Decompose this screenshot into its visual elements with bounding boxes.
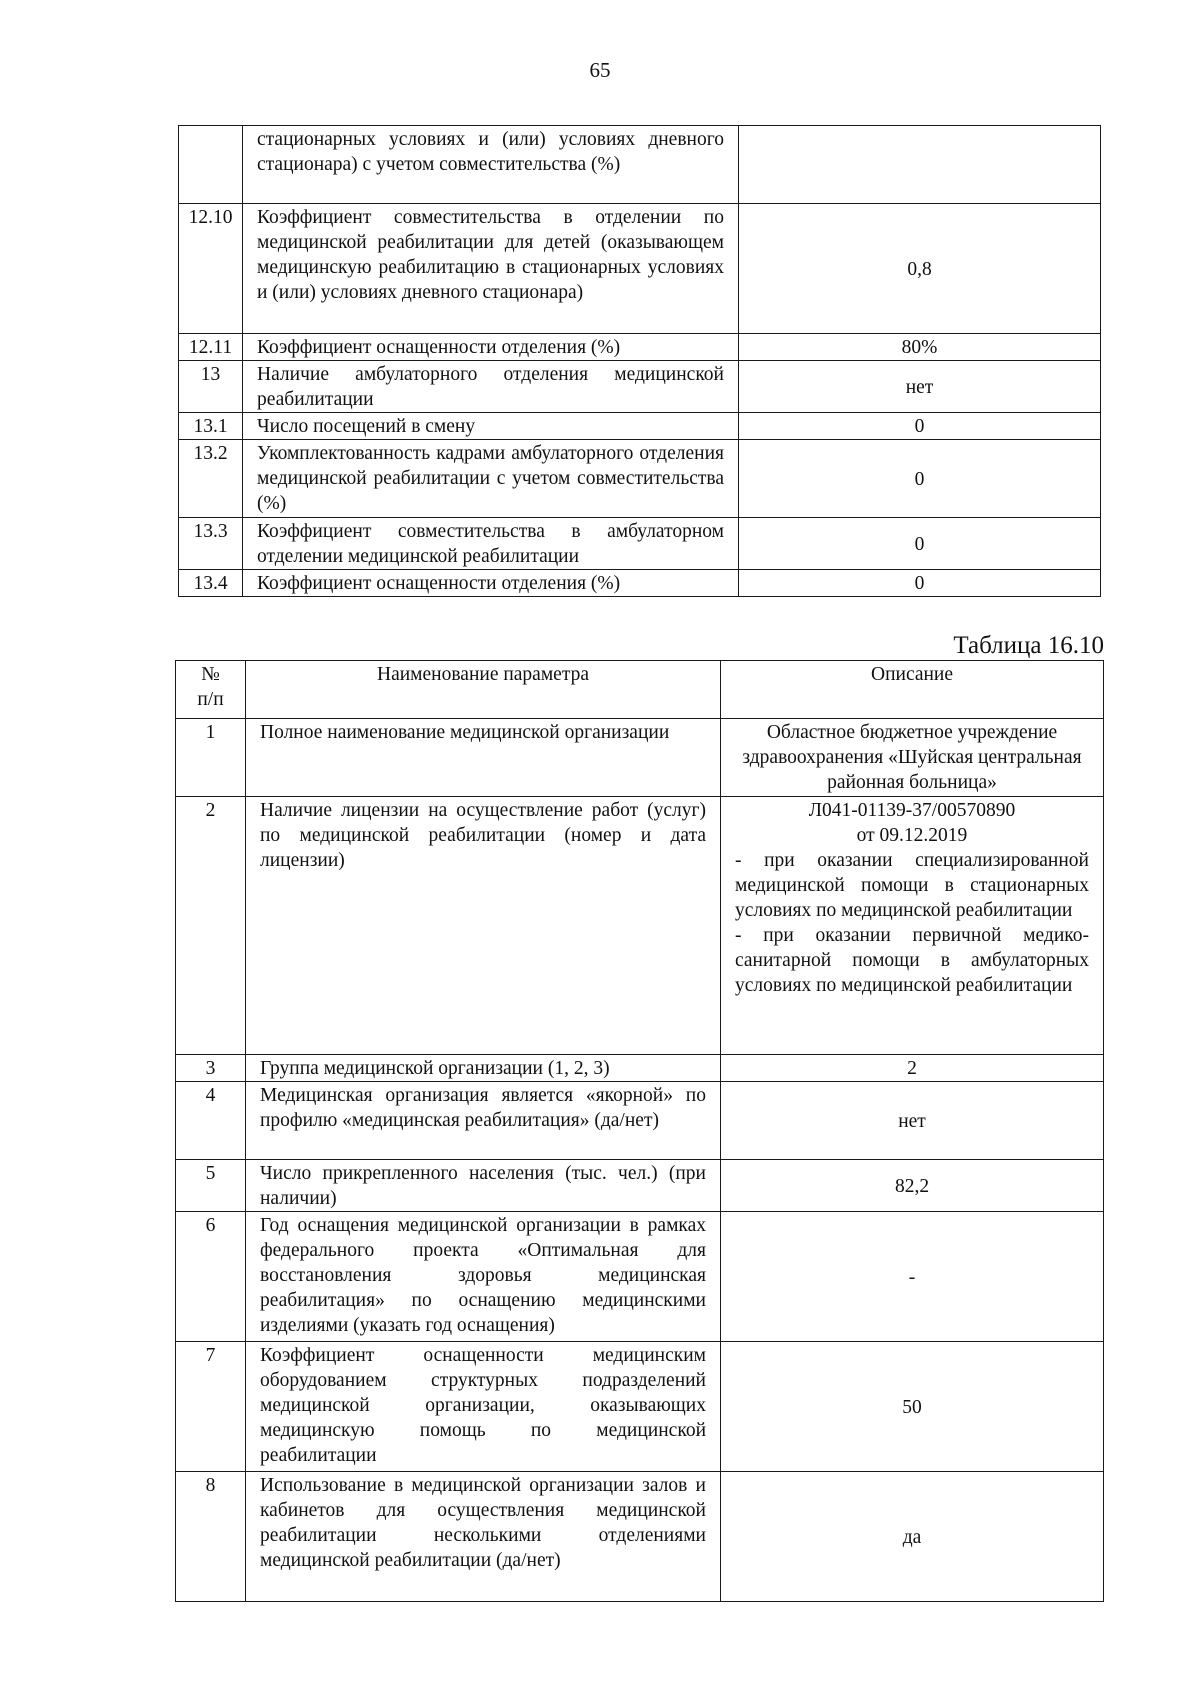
parameter-value: 0 — [739, 570, 1101, 597]
parameter-name: Укомплектованность кадрами амбулаторного отделения медицинской реабилитации с учетом совместительства (%) — [243, 440, 739, 518]
license-number: Л041-01139-37/00570890 — [808, 800, 1016, 821]
parameter-value: 50 — [721, 1342, 1104, 1472]
header-number-line-2: п/п — [197, 689, 224, 710]
parameter-value — [739, 126, 1101, 204]
table-row — [176, 1082, 1104, 1160]
parameter-name: Коэффициент оснащенности отделения (%) — [243, 334, 739, 361]
row-number: 13.4 — [179, 570, 243, 597]
parameter-name: Медицинская организация является «якорной» по профилю «медицинская реабилитация» (да/нет) — [246, 1082, 721, 1160]
row-number: 13.3 — [179, 518, 243, 570]
parameter-name: Полное наименование медицинской организации — [246, 719, 721, 797]
parameter-value: нет — [739, 361, 1101, 413]
table-row — [179, 334, 1101, 361]
parameter-name: Наличие амбулаторного отделения медицинской реабилитации — [243, 361, 739, 413]
row-number: 7 — [176, 1342, 246, 1472]
row-number: 1 — [176, 719, 246, 797]
header-parameter-name: Наименование параметра — [246, 661, 721, 719]
license-item-outpatient: - при оказании первичной медико-санитарной помощи в амбулаторных условиях по медицинской реабилитации — [735, 925, 1089, 996]
parameter-name: Группа медицинской организации (1, 2, 3) — [246, 1055, 721, 1082]
table-row — [176, 719, 1104, 797]
parameter-value: - — [721, 1212, 1104, 1342]
parameter-value: 0 — [739, 413, 1101, 440]
table-row — [179, 440, 1101, 518]
table-row — [179, 570, 1101, 597]
parameter-value: нет — [721, 1082, 1104, 1160]
row-number: 13 — [179, 361, 243, 413]
organization-parameters-table — [175, 660, 1104, 1602]
parameter-value: 0 — [739, 518, 1101, 570]
row-number: 4 — [176, 1082, 246, 1160]
table-row — [176, 1472, 1104, 1602]
parameter-name: Использование в медицинской организации залов и кабинетов для осуществления медицинской реабилитации несколькими отделениями медицинской реабилитации (да/нет) — [246, 1472, 721, 1602]
parameter-name: Год оснащения медицинской организации в рамках федерального проекта «Оптимальная для восстановления здоровья медицинская реабилитация» по оснащению медицинскими изделиями (указать год оснащения) — [246, 1212, 721, 1342]
row-number: 13.2 — [179, 440, 243, 518]
row-number: 3 — [176, 1055, 246, 1082]
parameter-name: Коэффициент оснащенности отделения (%) — [243, 570, 739, 597]
table-row — [179, 413, 1101, 440]
row-number: 8 — [176, 1472, 246, 1602]
parameter-name: Коэффициент совместительства в отделении по медицинской реабилитации для детей (оказывающем медицинскую реабилитацию в стационарных условиях и (или) условиях дневного стационара) — [243, 204, 739, 334]
table-row — [176, 1160, 1104, 1212]
parameter-name: Коэффициент оснащенности медицинским оборудованием структурных подразделений медицинской организации, оказывающих медицинскую помощь по медицинской реабилитации — [246, 1342, 721, 1472]
table-caption: Таблица 16.10 — [953, 632, 1104, 659]
parameters-table-continued — [178, 125, 1101, 597]
header-number — [176, 661, 246, 719]
row-number: 12.11 — [179, 334, 243, 361]
row-number: 12.10 — [179, 204, 243, 334]
parameter-name: Число посещений в смену — [243, 413, 739, 440]
table-row — [176, 797, 1104, 1055]
table-row — [176, 1212, 1104, 1342]
parameter-value — [721, 797, 1104, 1055]
header-number-line-1: № — [201, 664, 220, 685]
parameter-name: стационарных условиях и (или) условиях дневного стационара) с учетом совместительства (%) — [243, 126, 739, 204]
parameter-value: 80% — [739, 334, 1101, 361]
row-number: 6 — [176, 1212, 246, 1342]
license-date: от 09.12.2019 — [856, 825, 968, 846]
parameter-value: да — [721, 1472, 1104, 1602]
header-description: Описание — [721, 661, 1104, 719]
table-row — [179, 126, 1101, 204]
parameter-value: 0 — [739, 440, 1101, 518]
page-number: 65 — [589, 58, 611, 82]
license-item-inpatient: - при оказании специализированной медицинской помощи в стационарных условиях по медицинской реабилитации — [735, 850, 1089, 921]
table-header-row — [176, 661, 1104, 719]
row-number — [179, 126, 243, 204]
row-number: 5 — [176, 1160, 246, 1212]
table-row — [179, 361, 1101, 413]
parameter-value: 0,8 — [739, 204, 1101, 334]
parameter-value: 82,2 — [721, 1160, 1104, 1212]
table-row — [179, 518, 1101, 570]
table-row — [176, 1342, 1104, 1472]
parameter-value: 2 — [721, 1055, 1104, 1082]
row-number: 2 — [176, 797, 246, 1055]
parameter-name: Число прикрепленного населения (тыс. чел.) (при наличии) — [246, 1160, 721, 1212]
row-number: 13.1 — [179, 413, 243, 440]
parameter-name: Наличие лицензии на осуществление работ (услуг) по медицинской реабилитации (номер и дата лицензии) — [246, 797, 721, 1055]
table-row — [179, 204, 1101, 334]
table-row — [176, 1055, 1104, 1082]
parameter-name: Коэффициент совместительства в амбулаторном отделении медицинской реабилитации — [243, 518, 739, 570]
parameter-value: Областное бюджетное учреждение здравоохранения «Шуйская центральная районная больница» — [721, 719, 1104, 797]
